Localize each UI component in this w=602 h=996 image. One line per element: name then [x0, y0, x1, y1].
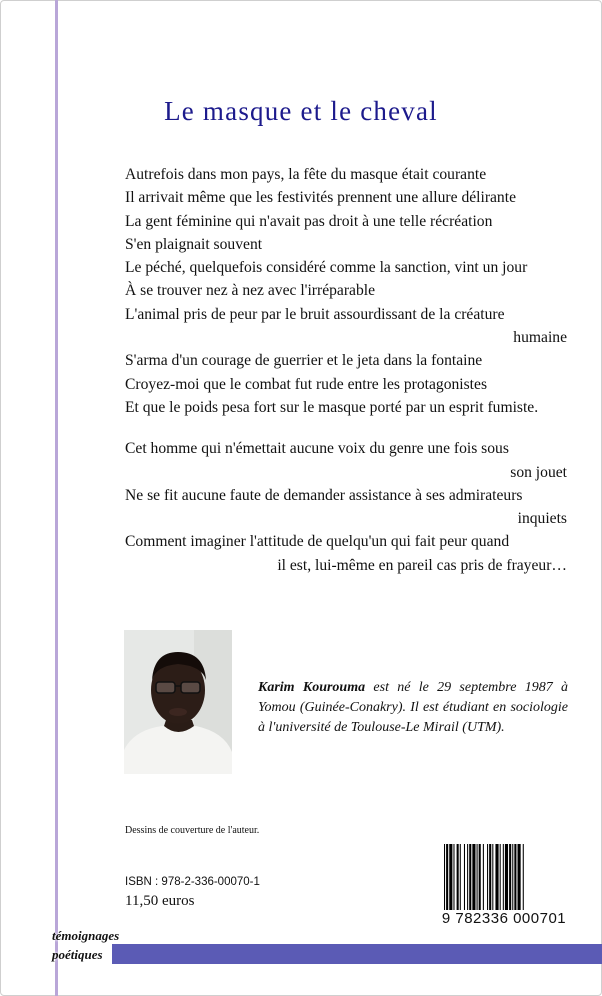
barcode-bar: [477, 844, 478, 910]
barcode-bar: [500, 844, 501, 910]
isbn: ISBN : 978-2-336-00070-1: [125, 876, 260, 888]
barcode-bar: [453, 844, 454, 910]
stanza-gap: [125, 419, 567, 437]
barcode-bar: [469, 844, 471, 910]
barcode-bar: [467, 844, 468, 910]
barcode-bar: [503, 844, 504, 910]
barcode-bar: [509, 844, 511, 910]
barcode-bar: [518, 844, 521, 910]
poem-line: Comment imaginer l'attitude de quelqu'un qui fait peur quand: [125, 533, 510, 551]
collection-band: [112, 944, 602, 964]
poem-line: Croyez-moi que le combat fut rude entre les protagonistes: [125, 375, 488, 393]
barcode-bar: [487, 844, 488, 916]
author-portrait-icon: [124, 630, 232, 774]
author-name: Karim Kourouma: [258, 680, 366, 695]
poem-line-continuation: inquiets: [517, 510, 567, 528]
barcode-bar: [446, 844, 448, 916]
spine-line: [55, 0, 58, 996]
author-photo: [124, 630, 232, 774]
collection-logo: [52, 926, 142, 964]
barcode-bar: [457, 844, 459, 910]
collection-line-2: poétiques: [52, 947, 103, 962]
barcode-bar: [523, 844, 524, 916]
poem-line: L'animal pris de peur par le bruit assourdissant de la créature: [125, 305, 505, 323]
poem-line: Il arrivait même que les festivités prennent une allure délirante: [125, 189, 516, 207]
barcode-bar: [449, 844, 452, 910]
poem-line: La gent féminine qui n'avait pas droit à une telle récréation: [125, 212, 493, 230]
barcode-bar: [479, 844, 481, 910]
barcode-bar: [495, 844, 498, 910]
barcode-bar: [460, 844, 461, 910]
poem-line: Autrefois dans mon pays, la fête du masque était courante: [125, 166, 487, 183]
barcode-bar: [492, 844, 493, 910]
barcode-bar: [489, 844, 491, 910]
poem-line: S'arma d'un courage de guerrier et le jeta dans la fontaine: [125, 352, 483, 370]
barcode-bar: [514, 844, 516, 910]
poem-line: Et que le poids pesa fort sur le masque porté par un esprit fumiste.: [125, 398, 539, 416]
barcode-bar: [512, 844, 513, 910]
poem-line-continuation: humaine: [513, 329, 567, 347]
barcode-digits: 9 782336 000701: [438, 910, 570, 927]
collection-line-1: témoignages: [52, 928, 120, 943]
barcode-bar: [505, 844, 508, 910]
author-bio: [258, 678, 568, 738]
poem-line: À se trouver nez à nez avec l'irréparable: [125, 282, 375, 300]
poem-line: Le péché, quelquefois considéré comme la sanction, vint un jour: [125, 259, 528, 277]
author-bio-text: est né le 29 septembre 1987 à Yomou (Guinée-Conakry). Il est étudiant en sociologie à l'université de Toulouse-Le Mirail (UTM).: [258, 680, 569, 735]
barcode-bar: [483, 844, 484, 910]
poem: [125, 163, 567, 577]
poem-line-continuation: il est, lui-même en pareil cas pris de frayeur…: [277, 556, 567, 574]
poem-line-continuation: son jouet: [510, 463, 567, 481]
price: 11,50 euros: [125, 893, 195, 909]
poem-line: Cet homme qui n'émettait aucune voix du genre une fois sous: [125, 440, 509, 458]
poem-line: S'en plaignait souvent: [125, 235, 263, 253]
barcode-bar: [464, 844, 465, 910]
barcode-bar: [444, 844, 445, 916]
barcode-bar: [472, 844, 475, 910]
book-title: Le masque et le cheval: [164, 96, 438, 126]
cover-credits: Dessins de couverture de l'auteur.: [125, 825, 260, 836]
poem-line: Ne se fit aucune faute de demander assistance à ses admirateurs: [125, 486, 523, 504]
